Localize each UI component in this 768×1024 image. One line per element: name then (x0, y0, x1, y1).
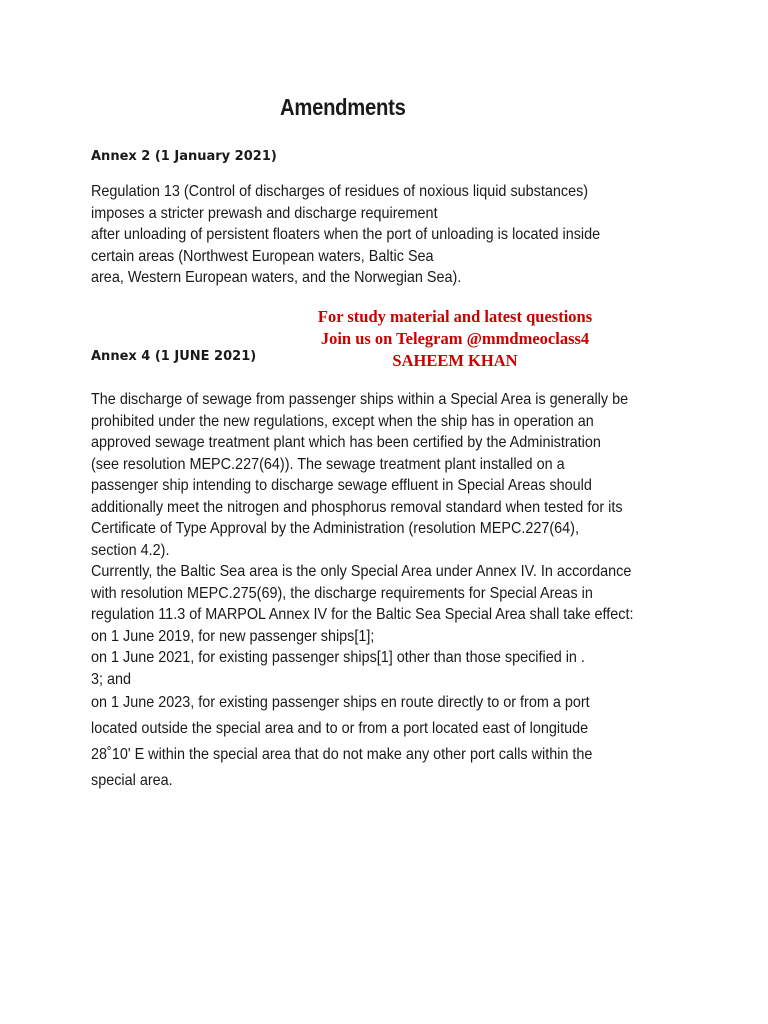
body-line: special area. (91, 772, 173, 789)
section-body-annex-4 (91, 389, 633, 794)
body-line: on 1 June 2023, for existing passenger ships en route directly to or from a port (91, 694, 590, 711)
body-line: passenger ship intending to discharge sewage effluent in Special Areas should (91, 477, 592, 494)
body-line: prohibited under the new regulations, except when the ship has in operation an (91, 412, 594, 430)
promo-line: Join us on Telegram @mmdmeoclass4 (320, 329, 590, 348)
section-heading-annex-2: Annex 2 (1 January 2021) (91, 149, 277, 164)
promo-line: For study material and latest questions (317, 307, 593, 326)
body-line: 28˚10' E within the special area that do not make any other port calls within the (91, 746, 593, 763)
body-line: 3; and (91, 670, 132, 688)
section-heading-annex-4: Annex 4 (1 JUNE 2021) (91, 349, 257, 364)
promo-author: SAHEEM KHAN (392, 351, 518, 370)
body-line: imposes a stricter prewash and discharge requirement (91, 204, 438, 222)
body-line: Certificate of Type Approval by the Administration (resolution MEPC.227(64), (91, 520, 579, 537)
body-line: regulation 11.3 of MARPOL Annex IV for the Baltic Sea Special Area shall take effect: (91, 606, 634, 623)
body-line: additionally meet the nitrogen and phosphorus removal standard when tested for its (91, 498, 623, 516)
body-line: The discharge of sewage from passenger ships within a Special Area is generally be (91, 391, 629, 408)
body-line: approved sewage treatment plant which has been certified by the Administration (91, 434, 601, 451)
body-line: Regulation 13 (Control of discharges of residues of noxious liquid substances) (91, 183, 589, 200)
body-line: after unloading of persistent floaters when the port of unloading is located inside (91, 226, 601, 243)
body-line: on 1 June 2021, for existing passenger ships[1] other than those specified in . (91, 649, 585, 666)
body-line: on 1 June 2019, for new passenger ships[1]; (91, 627, 375, 645)
body-line: section 4.2). (91, 541, 170, 559)
body-line: located outside the special area and to or from a port located east of longitude (91, 720, 589, 737)
body-line: Currently, the Baltic Sea area is the only Special Area under Annex IV. In accordance (91, 563, 632, 580)
body-line: (see resolution MEPC.227(64)). The sewage treatment plant installed on a (91, 455, 565, 473)
page-title: Amendments (280, 94, 406, 120)
body-line: certain areas (Northwest European waters, Baltic Sea (91, 247, 434, 265)
body-line: with resolution MEPC.275(69), the discharge requirements for Special Areas in (91, 584, 593, 602)
telegram-promo-watermark (270, 306, 640, 372)
section-body-annex-2 (91, 181, 600, 289)
body-line: area, Western European waters, and the Norwegian Sea). (91, 269, 462, 286)
